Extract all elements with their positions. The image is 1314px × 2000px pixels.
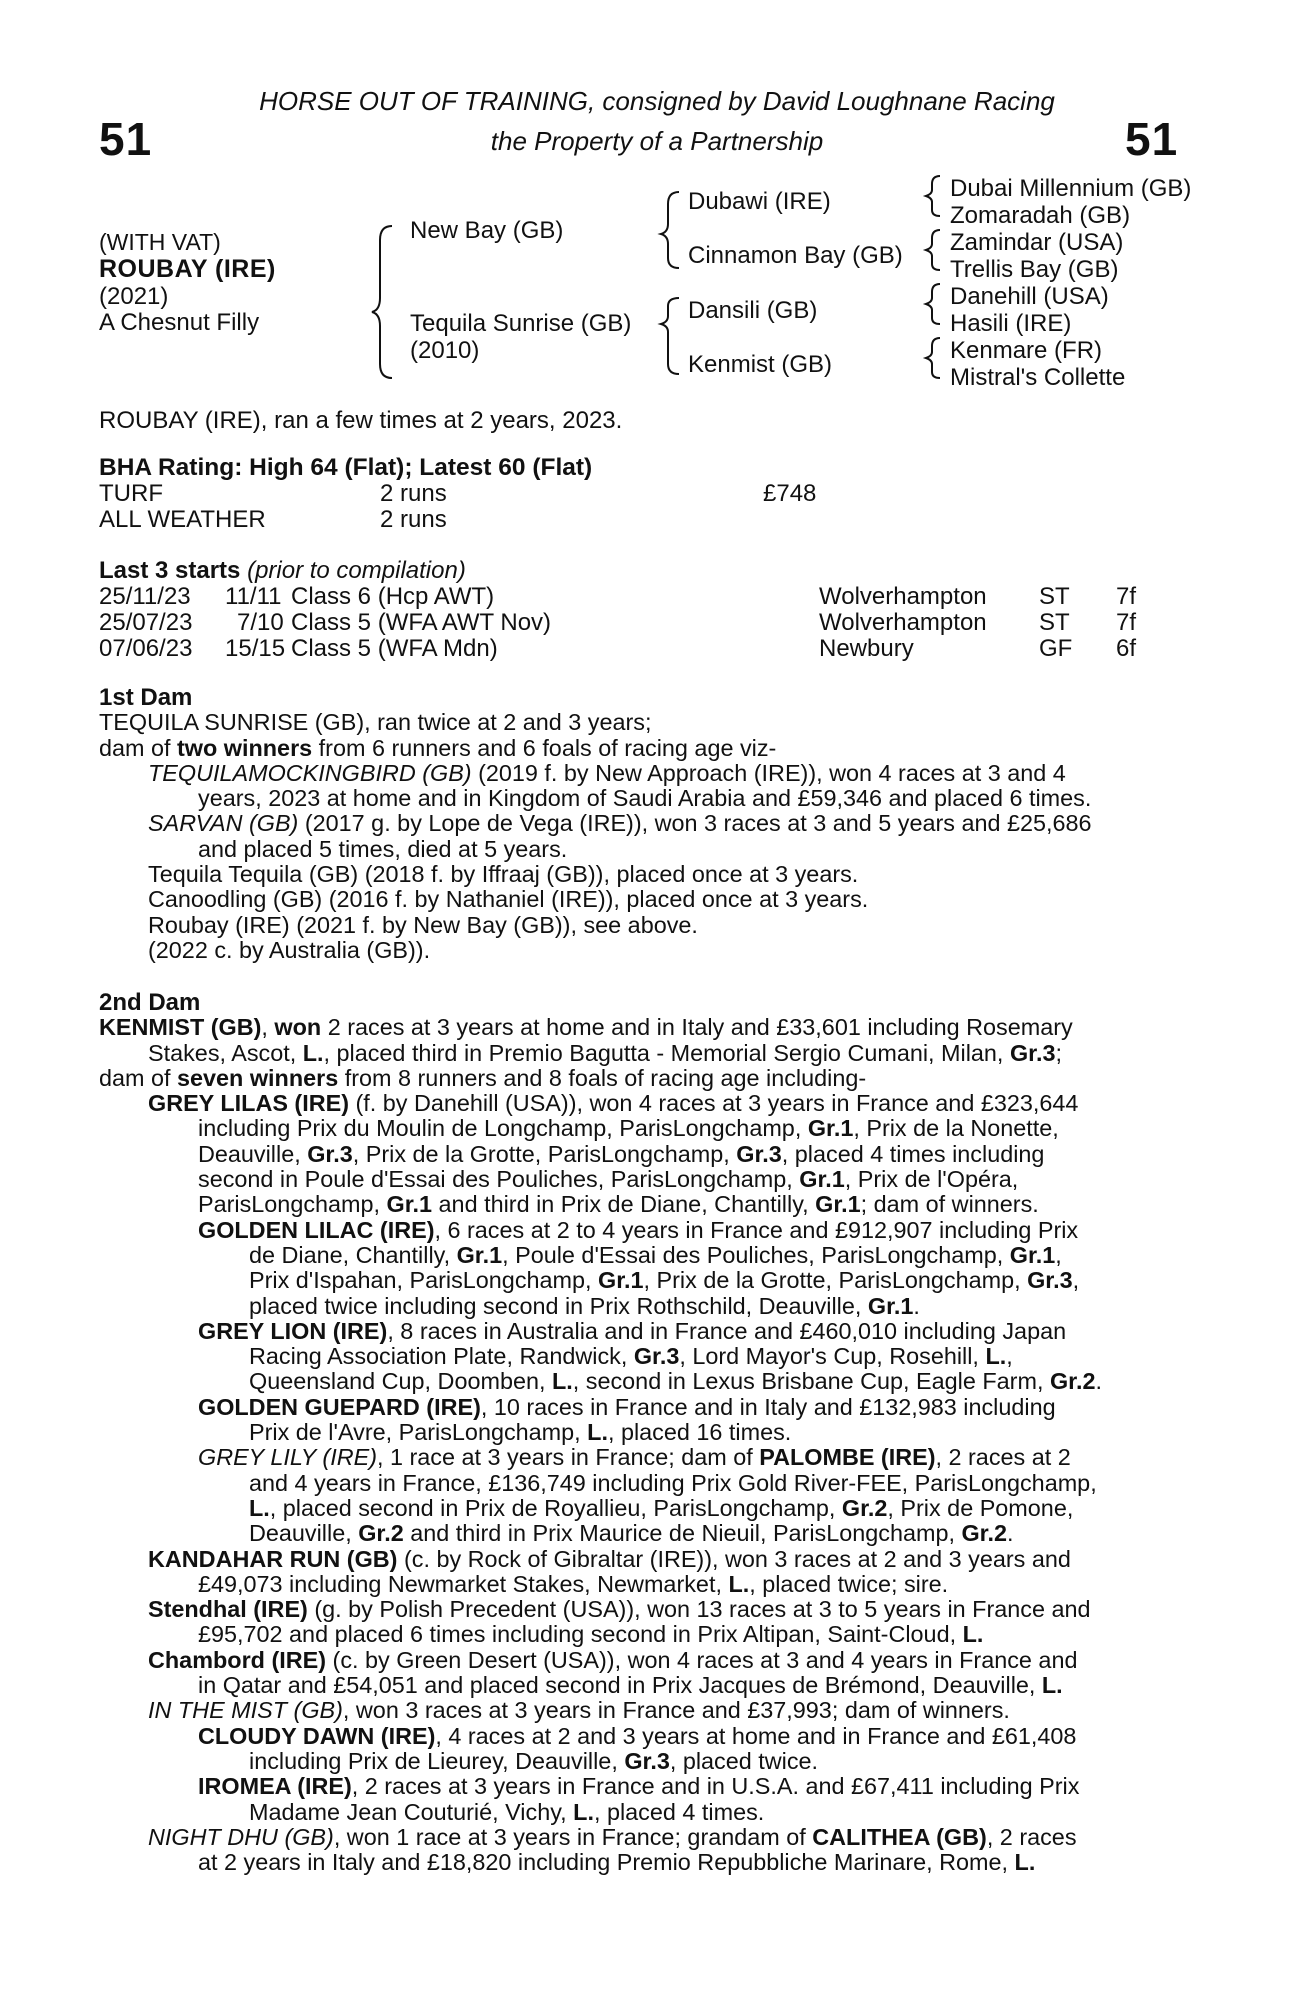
brace-gen3-1: [926, 176, 940, 216]
start-date: 07/06/23: [99, 635, 193, 662]
start-date: 25/11/23: [99, 583, 191, 610]
vat-note: (WITH VAT): [99, 229, 221, 255]
turf-earnings: £748: [763, 480, 817, 507]
produce-entry: Canoodling (GB) (2016 f. by Nathaniel (IRE)), placed once at 3 years.: [148, 886, 869, 913]
grandproduce-entry-cont: Prix d'Ispahan, ParisLongchamp, Gr.1, Prix de la Grotte, ParisLongchamp, Gr.3,: [249, 1267, 1080, 1294]
lot-number-left: 51: [99, 113, 153, 165]
brace-gen3-3: [926, 284, 940, 324]
property-line: the Property of a Partnership: [490, 126, 824, 156]
gen3-1: Dubai Millennium (GB): [950, 175, 1192, 202]
produce-entry: Stendhal (IRE) (g. by Polish Precedent (USA)), won 13 races at 3 to 5 years in France and: [148, 1596, 1091, 1623]
produce-entry: KANDAHAR RUN (GB) (c. by Rock of Gibraltar (IRE)), won 3 races at 2 and 3 years and: [148, 1545, 1071, 1572]
sire: New Bay (GB): [410, 217, 564, 244]
produce-entry-cont: in Qatar and £54,051 and placed second in Prix Jacques de Brémond, Deauville, L.: [198, 1672, 1063, 1699]
last-starts-heading: [99, 558, 466, 584]
produce-entry: Chambord (IRE) (c. by Green Desert (USA)), won 4 races at 3 and 4 years in France and: [148, 1646, 1078, 1673]
grandproduce-entry-cont: and 4 years in France, £136,749 including Prix Gold River-FEE, ParisLongchamp,: [249, 1469, 1097, 1496]
lot-number-right: 51: [1125, 113, 1179, 165]
second-dam-heading: 2nd Dam: [99, 989, 201, 1016]
produce-entry: SARVAN (GB) (2017 g. by Lope de Vega (IRE)), won 3 races at 3 and 5 years and £25,686: [148, 810, 1092, 837]
first-dam-section: [99, 685, 1205, 963]
brace-gen2-sire: [661, 192, 679, 268]
brace-gen2-dam: [661, 298, 679, 374]
produce-entry: GREY LILAS (IRE) (f. by Danehill (USA)), won 4 races at 3 years in France and £323,644: [148, 1090, 1079, 1117]
produce-entry-cont: at 2 years in Italy and £18,820 including Premio Repubbliche Marinare, Rome, L.: [198, 1849, 1036, 1876]
first-dam-produce-line: dam of two winners from 6 runners and 6 foals of racing age viz-: [99, 734, 777, 761]
produce-entry-cont: including Prix du Moulin de Longchamp, ParisLongchamp, Gr.1, Prix de la Nonette,: [198, 1115, 1059, 1142]
second-dam-line: dam of seven winners from 8 runners and 8 foals of racing age including-: [99, 1064, 867, 1091]
start-distance: 7f: [1116, 583, 1137, 610]
start-course: Wolverhampton: [819, 583, 987, 610]
start-going: ST: [1039, 609, 1070, 636]
produce-entry-cont: ParisLongchamp, Gr.1 and third in Prix de Diane, Chantilly, Gr.1; dam of winners.: [198, 1191, 1039, 1218]
start-position: 11/11: [225, 583, 282, 610]
start-position: 15/15: [225, 635, 286, 662]
last-starts-note: (prior to compilation): [247, 557, 466, 584]
horse-year: (2021): [99, 283, 169, 310]
turf-label: TURF: [99, 480, 163, 507]
brace-gen3-2: [926, 230, 940, 270]
brace-gen1: [372, 226, 392, 378]
race-summary: ROUBAY (IRE), ran a few times at 2 years, 2023.: [99, 407, 623, 434]
horse-description: A Chesnut Filly: [99, 309, 260, 336]
grandproduce-entry-cont: de Diane, Chantilly, Gr.1, Poule d'Essai des Pouliches, ParisLongchamp, Gr.1,: [249, 1241, 1062, 1268]
grandproduce-entry-cont: L., placed second in Prix de Royallieu, ParisLongchamp, Gr.2, Prix de Pomone,: [249, 1494, 1074, 1521]
gen3-7: Kenmare (FR): [950, 337, 1103, 364]
grandproduce-entry-cont: placed twice including second in Prix Rothschild, Deauville, Gr.1.: [249, 1292, 920, 1319]
aw-label: ALL WEATHER: [99, 506, 266, 533]
start-going: GF: [1039, 635, 1073, 662]
produce-entry: NIGHT DHU (GB), won 1 race at 3 years in France; grandam of CALITHEA (GB), 2 races: [148, 1823, 1077, 1850]
grandproduce-entry: GOLDEN LILAC (IRE), 6 races at 2 to 4 years in France and £912,907 including Prix: [198, 1216, 1079, 1243]
bha-rating: BHA Rating: High 64 (Flat); Latest 60 (Flat): [99, 454, 593, 481]
dam-dam: Kenmist (GB): [688, 351, 833, 378]
grandproduce-entry: GREY LION (IRE), 8 races in Australia and in France and £460,010 including Japan: [198, 1317, 1067, 1344]
second-dam-section: [99, 990, 1205, 1875]
grandproduce-entry: GREY LILY (IRE), 1 race at 3 years in France; dam of PALOMBE (IRE), 2 races at 2: [198, 1444, 1071, 1471]
dam-sire: Dansili (GB): [688, 297, 818, 324]
turf-runs: 2 runs: [380, 480, 447, 507]
grandproduce-entry-cont: Madame Jean Couturié, Vichy, L., placed 4 times.: [249, 1798, 765, 1825]
grandproduce-entry-cont: Prix de l'Avre, ParisLongchamp, L., placed 16 times.: [249, 1419, 792, 1446]
last-starts-title: Last 3 starts: [99, 557, 241, 584]
second-dam-line: KENMIST (GB), won 2 races at 3 years at home and in Italy and £33,601 including Rosemary: [99, 1014, 1073, 1041]
produce-entry: Tequila Tequila (GB) (2018 f. by Iffraaj (GB)), placed once at 3 years.: [148, 861, 859, 888]
produce-entry: Roubay (IRE) (2021 f. by New Bay (GB)), see above.: [148, 911, 698, 938]
grandproduce-entry-cont: Deauville, Gr.2 and third in Prix Maurice de Nieuil, ParisLongchamp, Gr.2.: [249, 1520, 1014, 1547]
dam: Tequila Sunrise (GB): [410, 310, 632, 337]
start-race: Class 5 (WFA Mdn): [291, 635, 498, 662]
start-position: 7/10: [237, 609, 284, 636]
grandproduce-entry: CLOUDY DAWN (IRE), 4 races at 2 and 3 years at home and in France and £61,408: [198, 1722, 1077, 1749]
brace-gen3-4: [926, 338, 940, 378]
start-race: Class 6 (Hcp AWT): [291, 583, 495, 610]
dam-year: (2010): [410, 337, 480, 364]
second-dam-line: Stakes, Ascot, L., placed third in Premio Bagutta - Memorial Sergio Cumani, Milan, Gr.3;: [148, 1039, 1062, 1066]
produce-entry-cont: years, 2023 at home and in Kingdom of Saudi Arabia and £59,346 and placed 6 times.: [198, 785, 1092, 812]
produce-entry-cont: £49,073 including Newmarket Stakes, Newmarket, L., placed twice; sire.: [198, 1570, 949, 1597]
gen3-6: Hasili (IRE): [950, 310, 1072, 337]
start-date: 25/07/23: [99, 609, 193, 636]
start-going: ST: [1039, 583, 1070, 610]
gen3-5: Danehill (USA): [950, 283, 1109, 310]
gen3-4: Trellis Bay (GB): [950, 256, 1119, 283]
gen3-2: Zomaradah (GB): [950, 202, 1131, 229]
sire-dam: Cinnamon Bay (GB): [688, 242, 903, 269]
produce-entry-cont: Deauville, Gr.3, Prix de la Grotte, ParisLongchamp, Gr.3, placed 4 times including: [198, 1140, 1045, 1167]
produce-entry-cont: and placed 5 times, died at 5 years.: [198, 835, 568, 862]
grandproduce-entry-cont: including Prix de Lieurey, Deauville, Gr.3, placed twice.: [249, 1747, 819, 1774]
start-course: Newbury: [819, 635, 914, 662]
gen3-3: Zamindar (USA): [950, 229, 1124, 256]
first-dam-heading: 1st Dam: [99, 684, 193, 711]
start-course: Wolverhampton: [819, 609, 987, 636]
produce-entry: TEQUILAMOCKINGBIRD (GB) (2019 f. by New Approach (IRE)), won 4 races at 3 and 4: [148, 759, 1066, 786]
produce-entry-cont: second in Poule d'Essai des Pouliches, ParisLongchamp, Gr.1, Prix de l'Opéra,: [198, 1166, 1019, 1193]
first-dam-line: TEQUILA SUNRISE (GB), ran twice at 2 and 3 years;: [99, 709, 652, 736]
produce-entry: (2022 c. by Australia (GB)).: [148, 936, 431, 963]
sire-sire: Dubawi (IRE): [688, 188, 831, 215]
consignor-line: HORSE OUT OF TRAINING, consigned by David Loughnane Racing: [259, 86, 1055, 116]
start-distance: 6f: [1116, 635, 1137, 662]
aw-runs: 2 runs: [380, 506, 447, 533]
grandproduce-entry-cont: Racing Association Plate, Randwick, Gr.3, Lord Mayor's Cup, Rosehill, L.,: [249, 1343, 1013, 1370]
start-distance: 7f: [1116, 609, 1137, 636]
start-race: Class 5 (WFA AWT Nov): [291, 609, 552, 636]
grandproduce-entry: IROMEA (IRE), 2 races at 3 years in France and in U.S.A. and £67,411 including Prix: [198, 1773, 1080, 1800]
grandproduce-entry-cont: Queensland Cup, Doomben, L., second in Lexus Brisbane Cup, Eagle Farm, Gr.2.: [249, 1368, 1102, 1395]
produce-entry-cont: £95,702 and placed 6 times including second in Prix Altipan, Saint-Cloud, L.: [198, 1621, 984, 1648]
gen3-8: Mistral's Collette: [950, 364, 1126, 391]
grandproduce-entry: GOLDEN GUEPARD (IRE), 10 races in France and in Italy and £132,983 including: [198, 1393, 1056, 1420]
horse-name: ROUBAY (IRE): [99, 255, 276, 283]
produce-entry: IN THE MIST (GB), won 3 races at 3 years in France and £37,993; dam of winners.: [148, 1697, 1010, 1724]
